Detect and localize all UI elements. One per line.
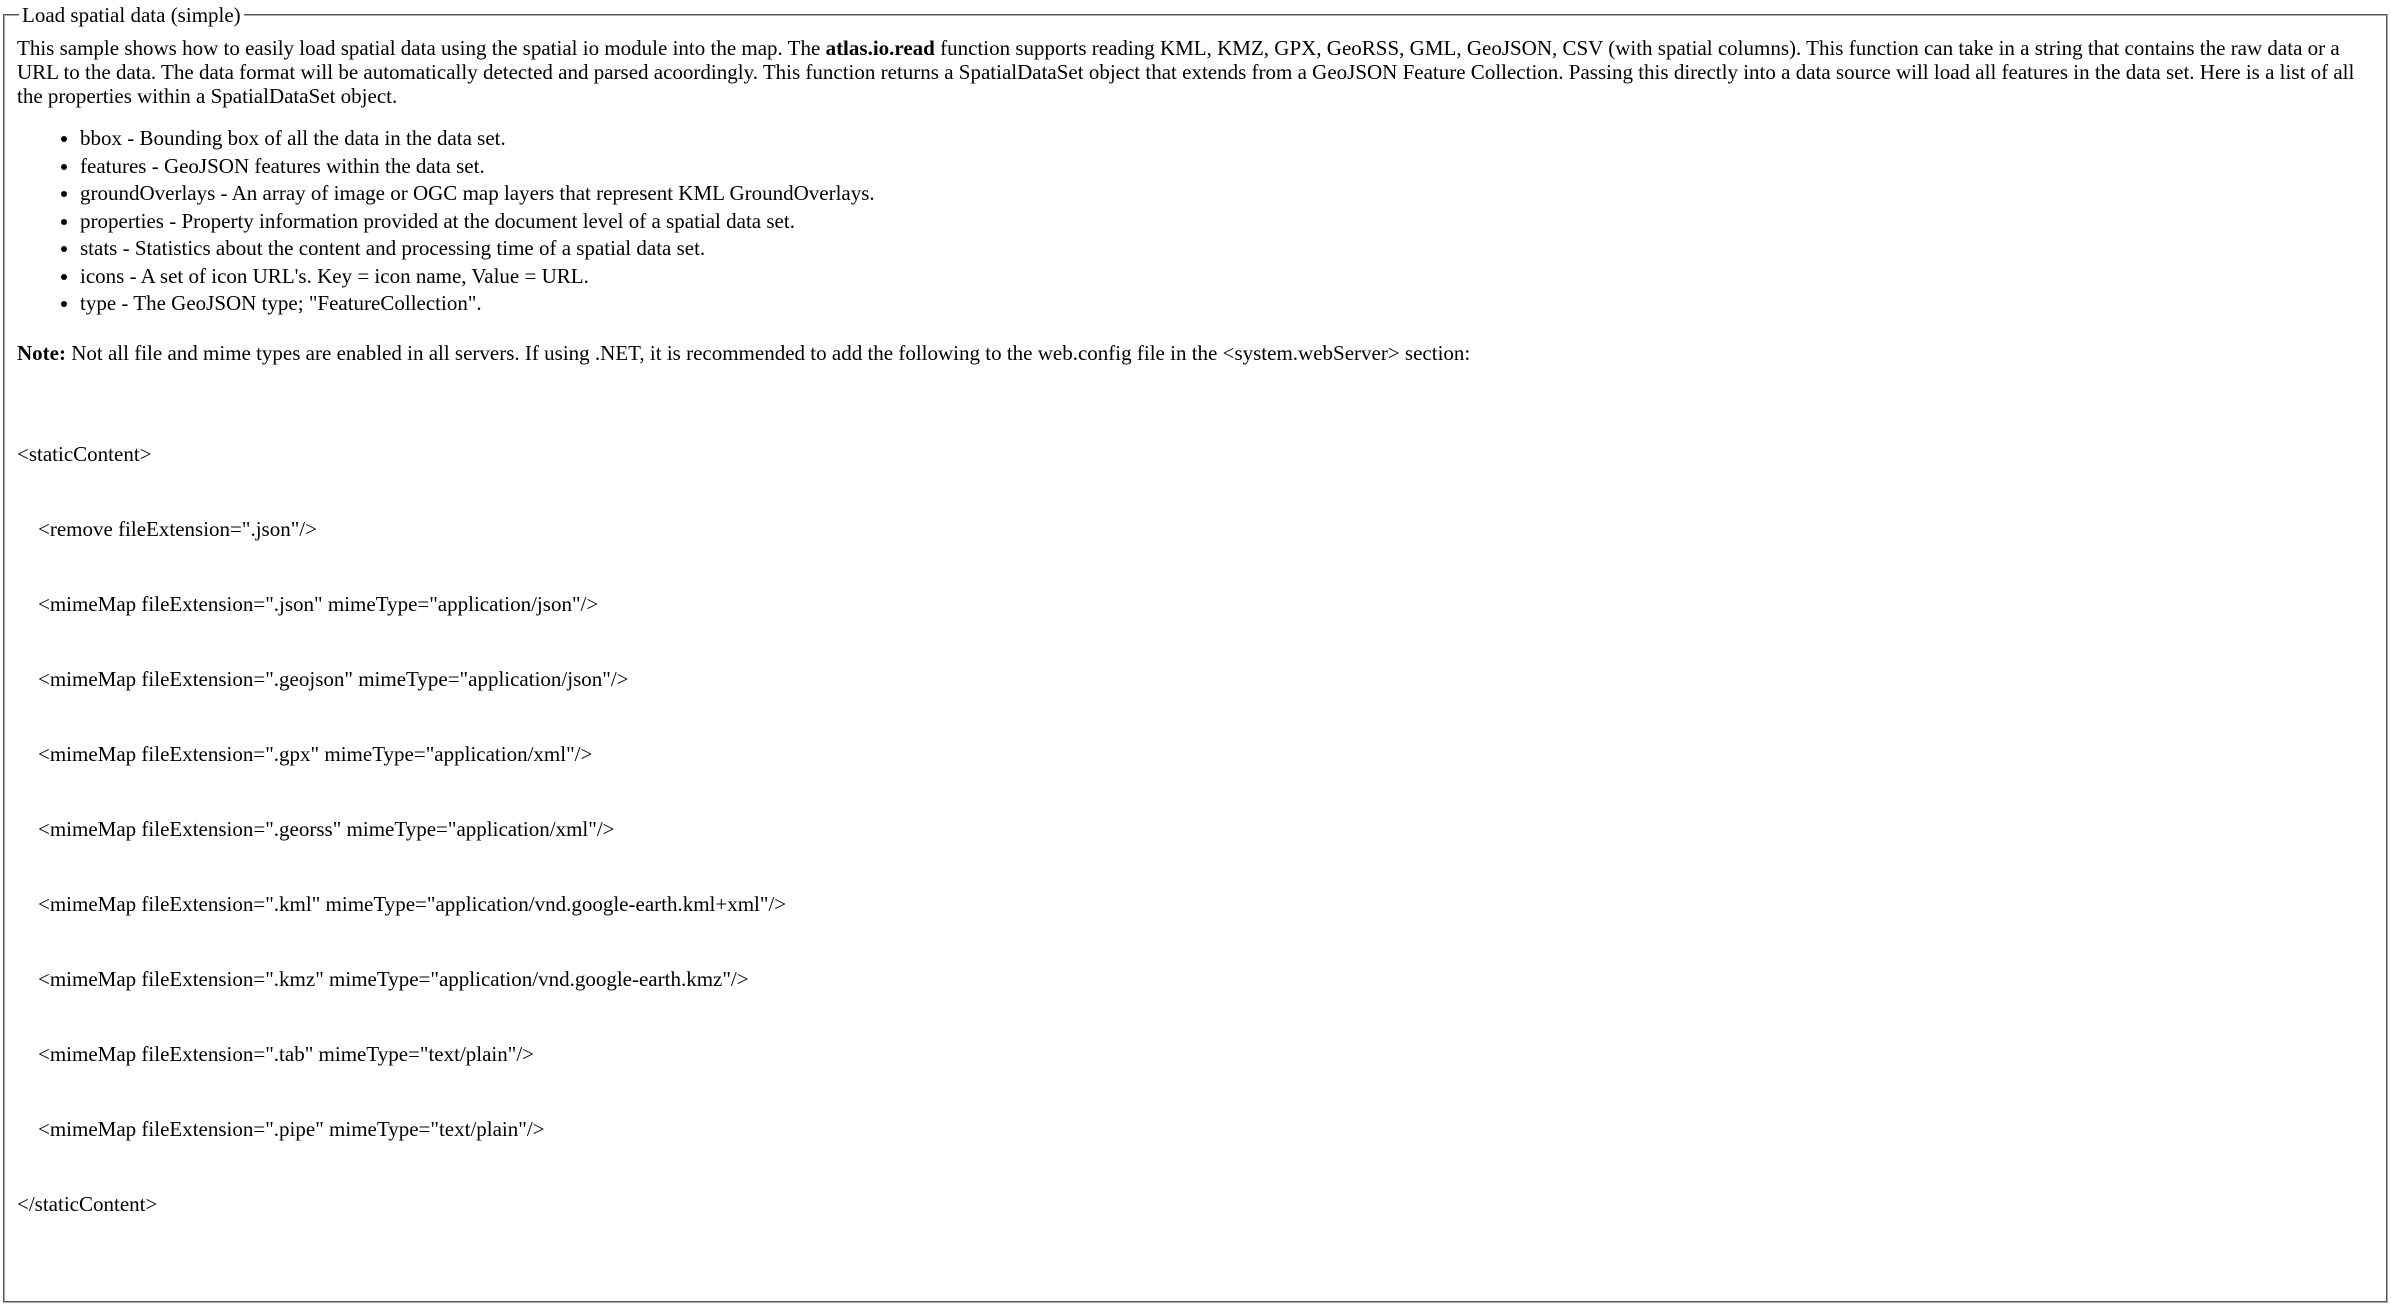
- list-item-bbox: • bbox - Bounding box of all the data in the data set.: [80, 125, 2372, 153]
- code-line: <mimeMap fileExtension=".pipe" mimeType="text/plain"/>: [17, 1116, 545, 1141]
- code-line: <mimeMap fileExtension=".geojson" mimeType="application/json"/>: [17, 666, 629, 691]
- list-item-type: • type - The GeoJSON type; "FeatureCollection".: [80, 290, 2372, 318]
- sample-description-fieldset: [3, 3, 2388, 1303]
- atlas-io-read-bold: atlas.io.read: [825, 36, 935, 60]
- list-item-icons: • icons - A set of icon URL's. Key = icon name, Value = URL.: [80, 263, 2372, 291]
- code-line: <remove fileExtension=".json"/>: [17, 516, 317, 541]
- spatialdataset-properties-list: [17, 125, 2372, 318]
- note-paragraph: [17, 341, 2372, 365]
- code-line: <mimeMap fileExtension=".tab" mimeType="text/plain"/>: [17, 1041, 535, 1066]
- note-text: Not all file and mime types are enabled in all servers. If using .NET, it is recommended to add the following to the web.config file in the <system.webServer> section:: [65, 340, 1471, 365]
- intro-paragraph: [17, 36, 2372, 108]
- code-line: <staticContent>: [17, 441, 152, 466]
- sample-title: Load spatial data (simple): [22, 3, 241, 27]
- list-item-properties: • properties - Property information provided at the document level of a spatial data set.: [80, 208, 2372, 236]
- list-item-groundoverlays: • groundOverlays - An array of image or OGC map layers that represent KML GroundOverlays.: [80, 180, 2372, 208]
- intro-text-after: function supports reading KML, KMZ, GPX, GeoRSS, GML, GeoJSON, CSV (with spatial columns). This function can take in a string that contains the raw data or a URL to the data. The data format will be automatically detected and parsed acoordingly. This function returns a SpatialDataSet object that extends from a GeoJSON Feature Collection. Passing this directly into a data source will load all features in the data set. Here is a list of all the properties within a SpatialDataSet object.: [17, 36, 2355, 108]
- code-line: <mimeMap fileExtension=".kmz" mimeType="application/vnd.google-earth.kmz"/>: [17, 966, 749, 991]
- web-config-code-block: [17, 392, 2372, 1267]
- code-line: </staticContent>: [17, 1191, 158, 1216]
- code-line: <mimeMap fileExtension=".kml" mimeType="application/vnd.google-earth.kml+xml"/>: [17, 891, 787, 916]
- note-label: Note:: [17, 340, 66, 365]
- list-item-stats: • stats - Statistics about the content and processing time of a spatial data set.: [80, 235, 2372, 263]
- list-item-features: • features - GeoJSON features within the data set.: [80, 153, 2372, 181]
- intro-text-before: This sample shows how to easily load spatial data using the spatial io module into the map. The: [17, 36, 826, 60]
- code-line: <mimeMap fileExtension=".gpx" mimeType="application/xml"/>: [17, 741, 593, 766]
- code-line: <mimeMap fileExtension=".json" mimeType="application/json"/>: [17, 591, 599, 616]
- code-line: <mimeMap fileExtension=".georss" mimeType="application/xml"/>: [17, 816, 615, 841]
